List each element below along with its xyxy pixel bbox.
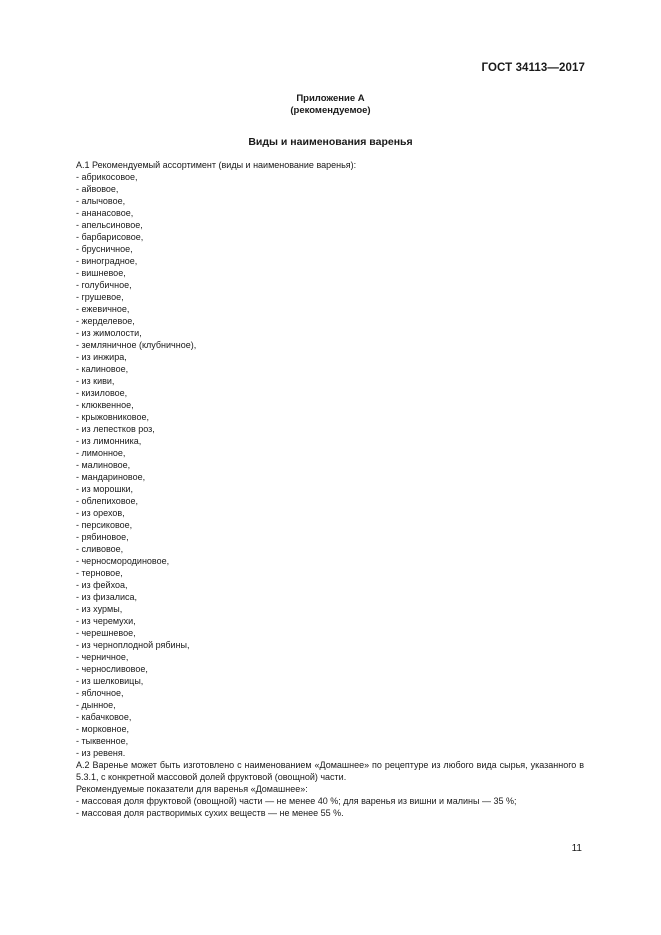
- list-item: - виноградное,: [76, 256, 138, 266]
- list-item: - апельсиновое,: [76, 220, 143, 230]
- list-item: - брусничное,: [76, 244, 133, 254]
- list-item: - из хурмы,: [76, 604, 123, 614]
- list-item: - из орехов,: [76, 508, 125, 518]
- list-item: - лимонное,: [76, 448, 126, 458]
- list-item: - мандариновое,: [76, 472, 146, 482]
- clause-a2-text: А.2 Варенье может быть изготовлено с наименованием «Домашнее» по рецептуре из любого вида сырья, указанного в 5.3.1, с конкретной массовой долей фруктовой (овощной) части.: [76, 760, 584, 782]
- list-item: - ананасовое,: [76, 208, 134, 218]
- page-number: 11: [571, 843, 582, 854]
- document-code: ГОСТ 34113—2017: [481, 62, 585, 74]
- list-item: - грушевое,: [76, 292, 124, 302]
- list-item: - из физалиса,: [76, 592, 138, 602]
- section-title: Виды и наименования варенья: [248, 136, 413, 148]
- list-item: - яблочное,: [76, 688, 124, 698]
- list-item: - кизиловое,: [76, 388, 128, 398]
- list-item: - из морошки,: [76, 484, 134, 494]
- list-item: - барбарисовое,: [76, 232, 144, 242]
- list-item: - черносмородиновое,: [76, 556, 170, 566]
- list-item: - из лимонника,: [76, 436, 142, 446]
- list-item: - тыквенное,: [76, 736, 129, 746]
- list-item: - персиковое,: [76, 520, 133, 530]
- list-item: - калиновое,: [76, 364, 129, 374]
- list-item: - морковное,: [76, 724, 130, 734]
- indicator-dry-solids: - массовая доля растворимых сухих веществ — не менее 55 %.: [76, 808, 344, 818]
- appendix-status: (рекомендуемое): [290, 105, 371, 116]
- list-item: - дынное,: [76, 700, 116, 710]
- appendix-title: Приложение А: [296, 93, 365, 104]
- list-item: - рябиновое,: [76, 532, 129, 542]
- list-item: - черешневое,: [76, 628, 136, 638]
- list-item: - крыжовниковое,: [76, 412, 149, 422]
- list-item: - из киви,: [76, 376, 115, 386]
- list-item: - жерделевое,: [76, 316, 135, 326]
- clause-a1-intro: А.1 Рекомендуемый ассортимент (виды и наименование варенья):: [76, 160, 357, 170]
- list-item: - кабачковое,: [76, 712, 132, 722]
- list-item: - голубичное,: [76, 280, 132, 290]
- indicator-fruit-share: - массовая доля фруктовой (овощной) части — не менее 40 %; для варенья из вишни и малины — 35 %;: [76, 796, 517, 806]
- list-item: - абрикосовое,: [76, 172, 138, 182]
- list-item: - из инжира,: [76, 352, 127, 362]
- list-item: - облепиховое,: [76, 496, 139, 506]
- list-item: - земляничное (клубничное),: [76, 340, 197, 350]
- list-item: - из фейхоа,: [76, 580, 128, 590]
- list-item: - черничное,: [76, 652, 129, 662]
- document-body: [76, 159, 584, 819]
- list-item: - алычовое,: [76, 196, 126, 206]
- list-item: - терновое,: [76, 568, 123, 578]
- list-item: - ежевичное,: [76, 304, 130, 314]
- list-item: - вишневое,: [76, 268, 126, 278]
- list-item: - из черноплодной рябины,: [76, 640, 190, 650]
- list-item: - малиновое,: [76, 460, 131, 470]
- list-item: - сливовое,: [76, 544, 124, 554]
- list-item: - из шелковицы,: [76, 676, 144, 686]
- appendix-heading: [0, 93, 661, 117]
- list-item: - из лепестков роз,: [76, 424, 155, 434]
- list-item: - черносливовое,: [76, 664, 148, 674]
- list-item: - клюквенное,: [76, 400, 134, 410]
- list-item: - из ревеня.: [76, 748, 126, 758]
- jam-sorts-list: [76, 171, 584, 759]
- clause-a2-recommend-intro: Рекомендуемые показатели для варенья «Домашнее»:: [76, 784, 308, 794]
- list-item: - из черемухи,: [76, 616, 136, 626]
- list-item: - из жимолости,: [76, 328, 142, 338]
- list-item: - айвовое,: [76, 184, 119, 194]
